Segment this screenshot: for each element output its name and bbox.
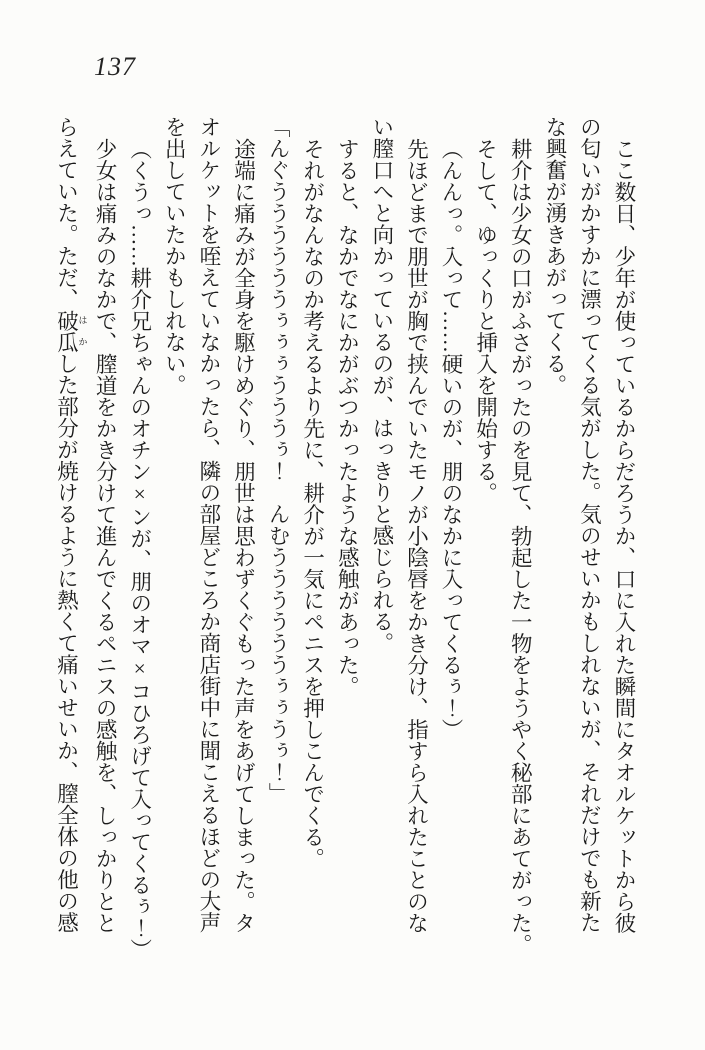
text-column: 耕介は少女の口がふさがったのを見て、勃起した一物をようやく秘部にあてがった。	[508, 137, 533, 955]
page-number: 137	[94, 52, 136, 81]
text-column: オルケットを咥えていなかったら、隣の部屋どころか商店街中に聞こえるほどの大声	[196, 116, 221, 933]
text-column: ここ数日、少年が使っているからだろうか、口に入れた瞬間にタオルケットから彼	[612, 137, 636, 933]
text-column: 先ほどまで朋世が胸で挟んでいたモノが小陰唇をかき分け、指すら入れたことのな	[404, 137, 429, 933]
furigana-ruby: 破瓜 はか	[54, 309, 88, 353]
text-column: 少女は痛みのなかで、膣道をかき分けて進んでくるペニスの感触を、しっかりとと	[93, 137, 118, 933]
text-column: の匂いがかすかに漂ってくる気がした。気のせいかもしれないが、それだけでも新た	[577, 116, 602, 933]
text-column: 途端に痛みが全身を駆けめぐり、朋世は思わずくぐもった声をあげてしまった。タ	[231, 137, 256, 933]
text-column: らえていた。ただ、破瓜 はかした部分が焼けるように熱くて痛いせいか、膣全体の他の感	[54, 116, 88, 933]
text-column: い膣口へと向かっているのが、はっきりと感じられる。	[369, 116, 394, 654]
text-column: それがなんなのか考えるより先に、耕介が一気にペニスを押しこんでくる。	[300, 137, 325, 869]
text-column: 「んぐううううううぅぅぅうううぅ！ んむううううううぅぅうぅ！」	[266, 116, 291, 804]
text-column: そして、ゆっくりと挿入を開始する。	[473, 137, 498, 503]
text-column: を出していたかもしれない。	[162, 116, 187, 396]
text-column: （くうっ……耕介兄ちゃんのオチン×ンが、朋のオマ×コひろげて入ってくるぅ！）	[127, 137, 152, 960]
text-column: （んんっ。入って……硬いのが、朋のなかに入ってくるぅ！）	[439, 137, 464, 740]
body-text	[49, 116, 641, 964]
text-column: な興奮が湧きあがってくる。	[542, 116, 567, 396]
text-column: すると、なかでなにかがぶつかったような感触があった。	[335, 137, 360, 697]
